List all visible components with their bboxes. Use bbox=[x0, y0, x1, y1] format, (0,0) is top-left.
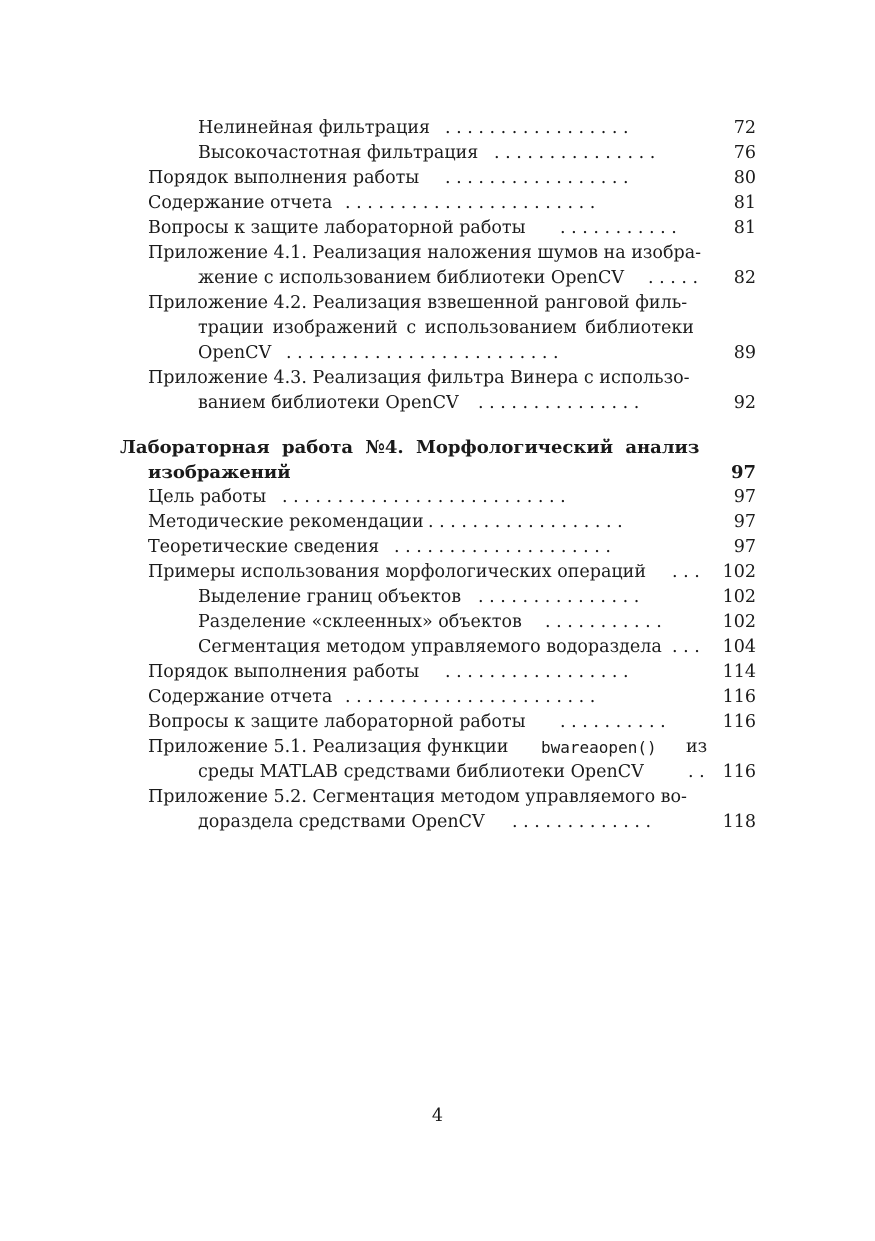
toc-entry[interactable] bbox=[0, 166, 875, 191]
toc-entry-title: Содержание отчета bbox=[148, 687, 333, 707]
toc-entry-title: Разделение «склеенных» объектов bbox=[198, 612, 522, 632]
toc-entry-continuation[interactable] bbox=[0, 341, 875, 366]
toc-entry-title-line1: Приложение 5.1. Реализация функции bbox=[148, 737, 509, 757]
toc-entry-page: 116 bbox=[722, 762, 756, 782]
toc-entry-page: 102 bbox=[722, 587, 756, 607]
toc-entry[interactable] bbox=[0, 141, 875, 166]
toc-entry-title-line3: OpenCV bbox=[198, 343, 272, 363]
toc-entry-page: 118 bbox=[722, 812, 756, 832]
toc-entry-page: 89 bbox=[733, 343, 756, 363]
toc-leader-dots: . . . . . bbox=[648, 268, 699, 288]
toc-entry-page: 116 bbox=[722, 712, 756, 732]
toc-entry-page: 80 bbox=[733, 168, 756, 188]
toc-entry[interactable] bbox=[0, 510, 875, 535]
toc-entry-page: 97 bbox=[733, 512, 756, 532]
toc-entry[interactable] bbox=[0, 116, 875, 141]
toc-leader-dots: . . bbox=[688, 762, 705, 782]
toc-entry[interactable] bbox=[0, 485, 875, 510]
toc-entry-title-line1: Приложение 4.1. Реализация наложения шумов на изобра- bbox=[148, 243, 702, 263]
toc-entry[interactable] bbox=[0, 710, 875, 735]
chapter-title-line1: Лабораторная работа №4. Морфологический анализ bbox=[120, 437, 700, 458]
toc-entry[interactable] bbox=[0, 785, 875, 810]
toc-entry-title: Порядок выполнения работы bbox=[148, 168, 420, 188]
toc-entry-page: 97 bbox=[733, 537, 756, 557]
toc-entry[interactable] bbox=[0, 735, 875, 760]
toc-entry-title-line1: Приложение 5.2. Сегментация методом управляемого во- bbox=[148, 787, 687, 807]
toc-entry-title-line1: Приложение 4.3. Реализация фильтра Винера с использо- bbox=[148, 368, 690, 388]
toc-entry-title-line1: Приложение 4.2. Реализация взвешенной ранговой филь- bbox=[148, 293, 688, 313]
toc-entry[interactable] bbox=[0, 216, 875, 241]
toc-chapter-heading[interactable] bbox=[0, 435, 875, 460]
toc-leader-dots: . . . . . . . . . . . . . bbox=[512, 812, 652, 832]
toc-entry-title: Высокочастотная фильтрация bbox=[198, 143, 479, 163]
toc-entry[interactable] bbox=[0, 191, 875, 216]
toc-leader-dots: . . . . . . . . . . . bbox=[545, 612, 662, 632]
toc-leader-dots: . . . bbox=[672, 562, 700, 582]
toc-entry-title: Порядок выполнения работы bbox=[148, 662, 420, 682]
toc-entry-continuation[interactable] bbox=[0, 266, 875, 291]
toc-leader-dots: . . . . . . . . . . bbox=[560, 712, 666, 732]
toc-entry-page: 81 bbox=[733, 218, 756, 238]
toc-entry-title: Сегментация методом управляемого водораздела bbox=[198, 637, 662, 657]
toc-entry[interactable] bbox=[0, 560, 875, 585]
toc-leader-dots: . . . . . . . . . . . . . . . . . bbox=[445, 168, 629, 188]
toc-entry-page: 97 bbox=[733, 487, 756, 507]
toc-entry-continuation[interactable] bbox=[0, 760, 875, 785]
chapter-page: 97 bbox=[730, 462, 756, 483]
toc-entry-continuation[interactable] bbox=[0, 810, 875, 835]
toc-leader-dots: . . . . . . . . . . . bbox=[560, 218, 677, 238]
toc-leader-dots: . . . . . . . . . . . . . . . . . . bbox=[428, 512, 623, 532]
toc-entry-continuation[interactable] bbox=[0, 316, 875, 341]
toc-entry[interactable] bbox=[0, 291, 875, 316]
toc-leader-dots: . . . . . . . . . . . . . . . . . bbox=[445, 118, 629, 138]
toc-entry-page: 114 bbox=[722, 662, 756, 682]
toc-entry-title: Примеры использования морфологических операций bbox=[148, 562, 646, 582]
toc-entry-title: Нелинейная фильтрация bbox=[198, 118, 431, 138]
toc-entry-page: 102 bbox=[722, 612, 756, 632]
toc-entry-title: Содержание отчета bbox=[148, 193, 333, 213]
toc-entry[interactable] bbox=[0, 685, 875, 710]
toc-leader-dots: . . . . . . . . . . . . . . . bbox=[494, 143, 656, 163]
toc-entry-page: 92 bbox=[733, 393, 756, 413]
toc-entry-title: Вопросы к защите лабораторной работы bbox=[148, 712, 526, 732]
chapter-title-line2: изображений bbox=[148, 462, 291, 483]
toc-entry-title-line1-end: из bbox=[686, 737, 708, 757]
toc-leader-dots: . . . . . . . . . . . . . . . . . bbox=[445, 662, 629, 682]
toc-entry-continuation[interactable] bbox=[0, 391, 875, 416]
toc-entry-page: 104 bbox=[722, 637, 756, 657]
toc-entry[interactable] bbox=[0, 241, 875, 266]
toc-entry-title: Выделение границ объектов bbox=[198, 587, 462, 607]
toc-entry-title-line2: среды MATLAB средствами библиотеки OpenCV bbox=[198, 762, 644, 782]
toc-entry-page: 72 bbox=[733, 118, 756, 138]
toc-leader-dots: . . . . . . . . . . . . . . . . . . . . . . . . . bbox=[286, 343, 559, 363]
toc-leader-dots: . . . . . . . . . . . . . . . . . . . . . . . bbox=[345, 193, 596, 213]
toc-entry[interactable] bbox=[0, 660, 875, 685]
toc-entry[interactable] bbox=[0, 585, 875, 610]
toc-entry-title: Вопросы к защите лабораторной работы bbox=[148, 218, 526, 238]
page-number: 4 bbox=[431, 1106, 444, 1126]
toc-entry-title-line2: дораздела средствами OpenCV bbox=[198, 812, 485, 832]
toc-entry[interactable] bbox=[0, 610, 875, 635]
toc-entry[interactable] bbox=[0, 535, 875, 560]
toc-entry[interactable] bbox=[0, 635, 875, 660]
toc-leader-dots: . . . . . . . . . . . . . . . bbox=[478, 393, 640, 413]
toc-chapter-heading-continuation[interactable] bbox=[0, 460, 875, 485]
code-function-name: bwareaopen() bbox=[541, 738, 657, 757]
toc-entry-page: 116 bbox=[722, 687, 756, 707]
toc-entry-title: Методические рекомендации bbox=[148, 512, 424, 532]
toc-entry-title-line2: жение с использованием библиотеки OpenCV bbox=[198, 268, 625, 288]
toc-leader-dots: . . . . . . . . . . . . . . . . . . . . . . . . . . bbox=[282, 487, 566, 507]
toc-entry-page: 76 bbox=[733, 143, 756, 163]
toc-entry-title-line2: ванием библиотеки OpenCV bbox=[198, 393, 459, 413]
toc-leader-dots: . . . . . . . . . . . . . . . . . . . . . . . bbox=[345, 687, 596, 707]
toc-entry-title: Теоретические сведения bbox=[148, 537, 380, 557]
toc-leader-dots: . . . . . . . . . . . . . . . . . . . . bbox=[394, 537, 611, 557]
toc-entry-page: 81 bbox=[733, 193, 756, 213]
toc-leader-dots: . . . bbox=[672, 637, 700, 657]
toc-entry-title-line2: трации изображений с использованием библиотеки bbox=[198, 318, 694, 338]
toc-entry-page: 102 bbox=[722, 562, 756, 582]
toc-entry-title: Цель работы bbox=[148, 487, 267, 507]
toc-entry-page: 82 bbox=[733, 268, 756, 288]
toc-leader-dots: . . . . . . . . . . . . . . . bbox=[478, 587, 640, 607]
toc-entry[interactable] bbox=[0, 366, 875, 391]
